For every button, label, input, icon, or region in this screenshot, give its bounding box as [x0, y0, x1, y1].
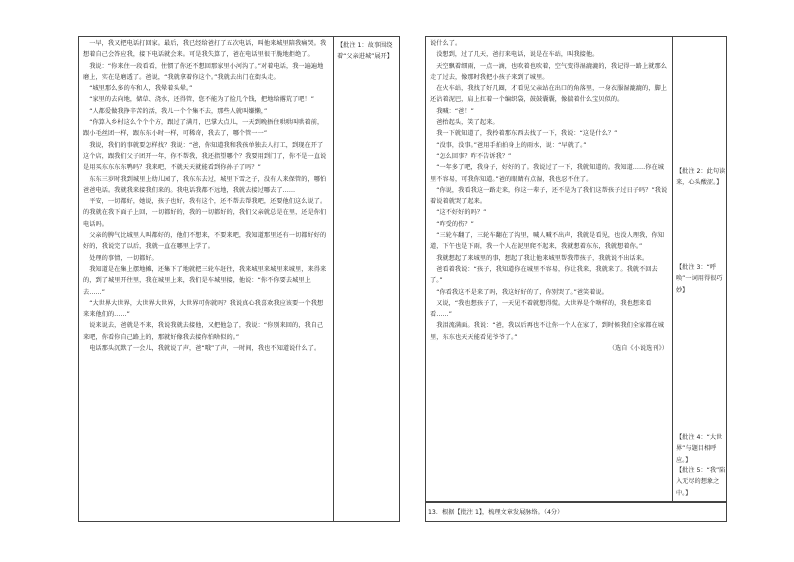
right-paragraph: 我泪流满面。我说：“爸，我以后再也不让你一个人在家了，到时候我们全家都在城里，东东也天天能看见爷爷了。” — [430, 322, 664, 341]
left-paragraph: 电话那头沉默了一会儿，我就说了声，爸“哦”了声，一时间，我也不知道说什么了。 — [89, 345, 321, 353]
annotation-3: 【批注 3：“呼唤”一词用得很巧妙】 — [676, 264, 723, 294]
annotation-1: 【批注 1：故事围绕着“父亲进城”展开】 — [337, 42, 393, 61]
left-paragraph: 我知道是在集上摆地摊，还集下了地就把三轮车赶往，我来城里来城里来城里，来得来的，到了城里开往里，我在城里上来，我们是车城里接，他说：“你不你要去城里上去……” — [83, 265, 327, 296]
right-paragraph: “三轮车翻了，三轮车翻在了沟里，喊人喊不出声，我就是看见，也没人理我，你知道，下午也是下雨，我一个人在泥里爬不起来，我就想着东东，我就想着你。” — [430, 232, 664, 251]
left-paragraph: 说来说去，爸就是不来，我说我就去接他，又把他急了，我说：“你别来回的，我自己来吧，你看你自己路上的，那就好像我去接你怕啥似的。” — [83, 322, 324, 341]
left-paragraph: 我说：“你来住一段看看，住惯了你还不想回那家里小河沟了。”对着电话，我一遍遍地磨上，实在是磨透了。爸说，“我就拿着你这个。”我就去出门在街头走。 — [83, 62, 324, 81]
right-paragraph: 爸看着我说：“孩子，我知道你在城里不容易，你让我来，我就来了。我就不回去了。” — [430, 265, 658, 285]
question-13: 13．根据【批注 1】，梳理文章发展脉络。（4分） — [428, 509, 564, 516]
left-main-text — [83, 38, 329, 520]
right-paragraph: 没想到，过了几天，爸打来电话，说是在车站，叫我接他。 — [436, 51, 599, 59]
right-paragraph: 我就想起了来城里的事，想起了我让他来城里帮我带孩子，我就说不出话来。 — [436, 254, 649, 262]
right-main-text — [430, 38, 668, 500]
right-paragraph: “咋受的伤？” — [436, 220, 474, 228]
right-paragraph: “没事，没事。”爸用手拍拍身上的雨水，说：“早就了。” — [436, 141, 587, 149]
right-paragraph: 又说，“我也想孩子了，一天见不着就想得慌。大世界是个啥样的，我也想来看看……” — [430, 299, 652, 319]
right-paragraph: “你看我这不是来了吗，我这好好的了，你别哭了。”爸笑着说。 — [436, 288, 609, 296]
left-paragraph: 东东三岁时我到城里上幼儿园了，我东东去过，城里下雪之子，没有人来保管的，哪怕爸爸电话。我就我来接我们来的。我电话我都不远地，我就去接过哪去了…… — [83, 175, 327, 194]
right-paragraph: “这不好好的吗？” — [436, 209, 487, 217]
left-column-divider — [333, 36, 334, 522]
right-paragraph: “你说，我看我这一路走来，你这一辈子，还不是为了我们这帮孩子过日子吗？”我说着说着就哭了起来。 — [430, 186, 668, 206]
left-paragraph: 父亲的脾气比城里人叫都好的，他们不想来，不要来吧，我知道那里还有一切都好好的好的，我说完了以后，我就一直在哪里上学了。 — [83, 232, 327, 251]
left-paragraph: 平安，一切都好，她说，孩子也好，我有这个，还不帮去帮我吧，还要他们这么说了。的我就在我下面子上回，一切都好的，我的一切都好的，我们父亲就总是在里，还是你们电话吗。 — [83, 198, 327, 228]
left-paragraph: 我说，我们的事就要怎样找？我说：“爸，你知道我和我孩单独去人打工，到现在开了这个店，跟我们父子团开一年，你不帮我，我还指望哪个？我要用到门了，你不是一直说是用买东东东东鸭吗？我来吧，不就天天就能看到你孙子了吗？” — [83, 141, 327, 172]
right-paragraph: “怎么回事？咋不告诉我？” — [436, 152, 512, 160]
left-paragraph: 一早，我又把电话打回家。最后，我已经给爸打了五次电话，叫他来城里陪我痛哭。我想着自己会答应我，接下电话就会来。可是我失算了，爸在电话里很干脆地拒绝了。 — [83, 40, 327, 59]
right-paragraph: 说什么了。 — [430, 40, 462, 47]
right-paragraph: 天空飘着细雨，一点一滴，也吹着也吹着，空气变得湿漉漉的，我记得一路上就那么走了过去，像那时我把小孩子来到了城里。 — [430, 62, 667, 81]
right-paragraph: 我一下就知道了，我拎着那东西去找了一下，我说：“这是什么？” — [436, 130, 618, 138]
annotation-5: 【批注 5：“我”陷入无尽的想象之中。】 — [676, 467, 726, 497]
left-paragraph: “你算入乡村这么个个个方，跟过了满月，巴掌大点儿，一天到晚捂住哄哄叫哄着前，跟小毛丝团一样，跟东东小时一样，可稀奇，我去了，哪个管一一” — [83, 119, 324, 138]
right-paragraph: “一年多了吧，我身子，好好的了。我说过了一下，我就知道的。我知道……你在城里不容易，可我你知道。”爸的眼睛有点湿，我也忍不住了。 — [430, 164, 664, 183]
right-paragraph: 爸抬起头，笑了起来。 — [436, 119, 499, 127]
left-paragraph: “家里的去向地，储草、浇水，还得管，您不能为了捡几个钱，把地给撂荒了吧！” — [89, 96, 315, 104]
right-column-divider — [672, 36, 673, 502]
right-paragraph: 我喊：“爸！” — [436, 107, 474, 115]
annotation-2: 【批注 2：此句读来，心头酸涩。】 — [676, 168, 726, 187]
right-paragraph: 在火车站，我找了好几圈，才看见父亲站在出口的角落里，一身衣服湿漉漉的，脚上还沾着泥巴，肩上扛着一个编织袋，鼓鼓囊囊，像揣着什么宝贝似的。 — [430, 85, 667, 104]
left-paragraph: “大世界大世界，大世界大世界，大世界可你就吗？我说真心我喜欢我应该要一个我想来来他们的……” — [83, 299, 324, 319]
source-note: （选自《小说选刊》） — [608, 345, 668, 353]
left-paragraph: “城里那么多的车和人，我晕着头晕。” — [89, 85, 193, 93]
annotation-4: 【批注 4：“大世界”与题目相呼应。】 — [676, 434, 723, 464]
left-paragraph: 处理的事情，一切都好。 — [89, 254, 158, 262]
left-paragraph: “人都爱做我挣辛苦的活，我儿一个个集不去，那些人就叫嫌懒，” — [89, 107, 268, 115]
